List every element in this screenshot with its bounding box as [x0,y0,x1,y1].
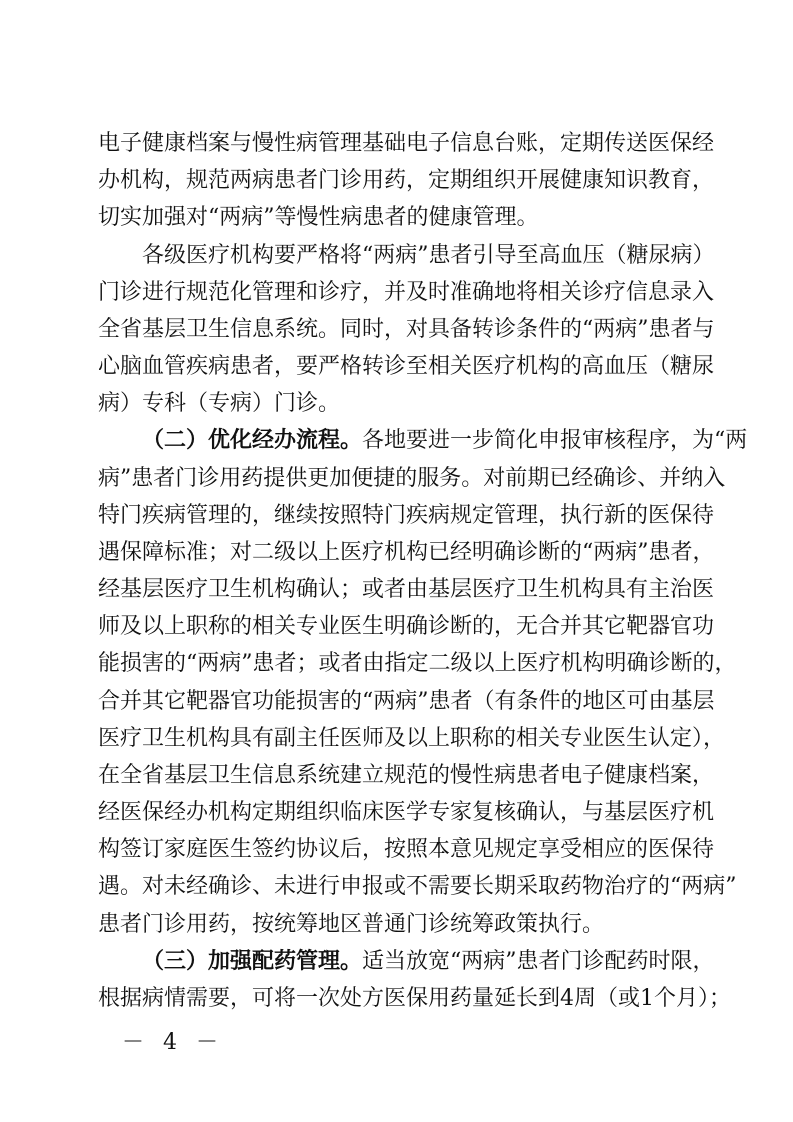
body-text-line: 特门疾病管理的，继续按照特门疾病规定管理，执行新的医保待 [98,503,715,528]
body-text-run: 各地要进一步简化申报审核程序，为“两 [362,428,748,453]
section-two-first-line [142,422,748,459]
body-text-line: 全省基层卫生信息系统。同时，对具备转诊条件的“两病”患者与 [98,317,715,342]
body-text-line: 根据病情需要，可将一次处方医保用药量延长到4周（或1个月）； [98,986,731,1011]
section-three-first-line [142,943,715,980]
section-heading-three: （三）加强配药管理。 [142,949,363,974]
body-text-line: 能损害的“两病”患者；或者由指定二级以上医疗机构明确诊断的， [98,651,737,676]
body-text-line: 电子健康档案与慢性病管理基础电子信息台账，定期传送医保经 [98,131,715,156]
body-text-run: 适当放宽“两病”患者门诊配药时限， [362,949,715,974]
body-text-line: 合并其它靶器官功能损害的“两病”患者（有条件的地区可由基层 [98,689,715,714]
body-text-line: 患者门诊用药，按统筹地区普通门诊统筹政策执行。 [98,912,605,937]
body-text-line: 遇保障标准；对二级以上医疗机构已经明确诊断的“两病”患者， [98,540,715,565]
body-text-line: 门诊进行规范化管理和诊疗，并及时准确地将相关诊疗信息录入 [98,280,715,305]
body-text-line: 病）专科（专病）门诊。 [98,391,341,416]
body-text-line: 各级医疗机构要严格将“两病”患者引导至高血压（糖尿病） [142,243,715,268]
page-number: － 4 － [122,1030,224,1055]
body-text-line: 医疗卫生机构具有副主任医师及以上职称的相关专业医生认定）， [98,726,726,751]
body-text-line: 切实加强对“两病”等慢性病患者的健康管理。 [98,205,539,230]
body-text-line: 师及以上职称的相关专业医生明确诊断的，无合并其它靶器官功 [98,614,715,639]
body-text-line: 心脑血管疾病患者，要严格转诊至相关医疗机构的高血压（糖尿 [98,354,715,379]
body-text-line: 构签订家庭医生签约协议后，按照本意见规定享受相应的医保待 [98,837,715,862]
body-text-line: 经医保经办机构定期组织临床医学专家复核确认，与基层医疗机 [98,800,715,825]
section-heading-two: （二）优化经办流程。 [142,428,363,453]
body-text-line: 遇。对未经确诊、未进行申报或不需要长期采取药物治疗的“两病” [98,874,737,899]
body-text-line: 办机构，规范两病患者门诊用药，定期组织开展健康知识教育， [98,168,715,193]
body-text-line: 病”患者门诊用药提供更加便捷的服务。对前期已经确诊、并纳入 [98,466,726,491]
body-text-line: 经基层医疗卫生机构确认；或者由基层医疗卫生机构具有主治医 [98,577,715,602]
body-text-line: 在全省基层卫生信息系统建立规范的慢性病患者电子健康档案， [98,763,715,788]
